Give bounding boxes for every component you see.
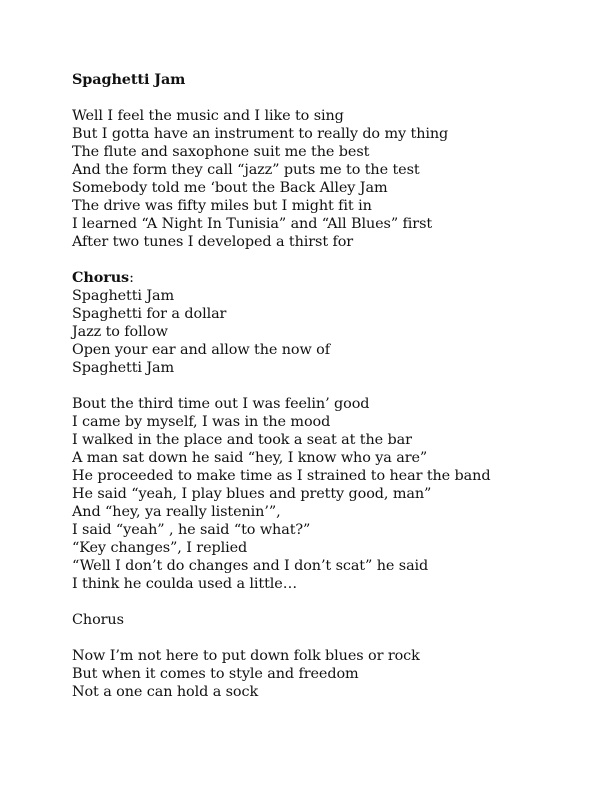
lyric-line: But I gotta have an instrument to really do my thing [72,126,449,142]
song-title: Spaghetti Jam [72,71,186,88]
lyric-line: I think he coulda used a little… [72,576,297,592]
verse-3 [72,647,592,701]
chorus-heading-line [72,269,592,287]
blank-line [72,593,592,611]
lyric-line: After two tunes I developed a thirst for [72,234,354,250]
blank-line [72,377,592,395]
lyric-line: And “hey, ya really listenin’”, [72,504,281,520]
lyric-line: Spaghetti for a dollar [72,306,227,322]
lyric-line: Not a one can hold a sock [72,684,259,700]
lyric-line: Jazz to follow [72,324,168,340]
blank-line [72,251,592,269]
lyric-line: Spaghetti Jam [72,360,175,376]
lyric-line: But when it comes to style and freedom [72,666,359,682]
lyric-line: I said “yeah” , he said “to what?” [72,522,311,538]
lyric-line: I walked in the place and took a seat at the bar [72,432,412,448]
lyric-line: Somebody told me ‘bout the Back Alley Jam [72,180,388,196]
verse-2 [72,395,592,593]
lyric-line: Well I feel the music and I like to sing [72,108,344,124]
chorus-heading: Chorus [72,269,130,286]
lyric-line: “Well I don’t do changes and I don’t scat” he said [72,558,429,574]
lyric-line: I came by myself, I was in the mood [72,414,331,430]
lyric-line: He said “yeah, I play blues and pretty good, man” [72,486,432,502]
lyric-line: Bout the third time out I was feelin’ good [72,396,370,412]
lyric-line: Now I’m not here to put down folk blues or rock [72,648,420,664]
verse-1 [72,107,592,251]
lyric-line: Open your ear and allow the now of [72,342,330,358]
lyric-line: Spaghetti Jam [72,288,175,304]
lyric-line: He proceeded to make time as I strained to hear the band [72,468,491,484]
lyric-line: The drive was fifty miles but I might fit in [72,198,372,214]
blank-line [72,89,592,107]
lyric-line: A man sat down he said “hey, I know who ya are” [72,450,428,466]
lyric-line: “Key changes”, I replied [72,540,248,556]
chorus-heading-colon: : [129,270,134,286]
lyrics-body [72,71,592,701]
blank-line [72,629,592,647]
chorus [72,287,592,377]
lyric-line: And the form they call “jazz” puts me to the test [72,162,420,178]
lyric-line: The flute and saxophone suit me the best [72,144,370,160]
chorus-repeat: Chorus [72,612,124,628]
lyric-line: I learned “A Night In Tunisia” and “All Blues” first [72,216,433,232]
